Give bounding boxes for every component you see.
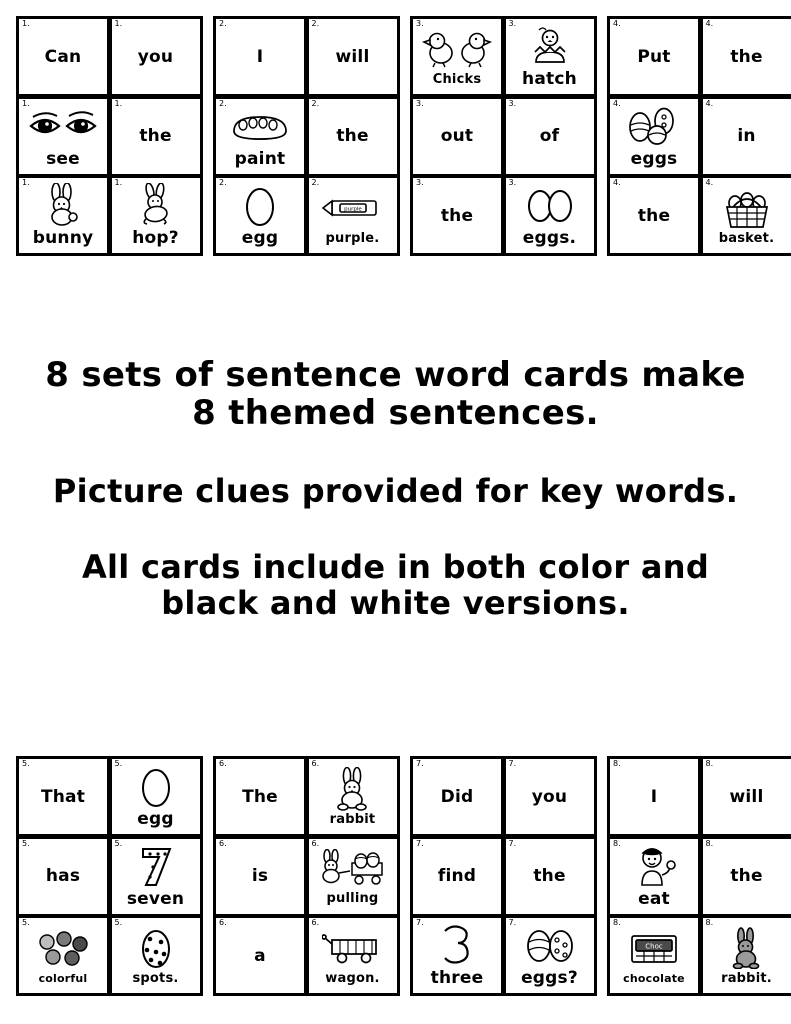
card-word: will [729, 786, 764, 807]
card-word: will [335, 46, 370, 67]
card-number: 6. [219, 918, 227, 927]
word-card[interactable] [213, 915, 307, 996]
card-number: 2. [219, 98, 227, 108]
card-word: colorful [38, 971, 88, 985]
card-word: paint [234, 148, 286, 169]
word-card[interactable] [503, 96, 597, 177]
card-number: 5. [114, 838, 123, 848]
word-card[interactable] [109, 175, 203, 256]
card-word: wagon. [325, 970, 380, 986]
card-word: Can [44, 46, 82, 67]
card-word: basket. [718, 230, 775, 246]
word-card[interactable] [503, 175, 597, 256]
card-number: 5. [114, 918, 123, 927]
card-column [607, 756, 700, 995]
card-number: 8. [613, 759, 621, 768]
card-column [503, 16, 596, 255]
card-word: out [440, 126, 474, 146]
card-number: 8. [705, 838, 714, 848]
card-word: I [650, 786, 658, 807]
card-number: 3. [508, 19, 517, 28]
word-card[interactable] [607, 96, 701, 177]
card-number: 8. [613, 918, 621, 927]
card-number: 1. [22, 98, 30, 108]
decorated-eggs-icon [610, 104, 698, 148]
word-card[interactable] [410, 175, 504, 256]
word-card[interactable] [16, 16, 110, 97]
svg-text:Choc: Choc [645, 942, 663, 950]
word-card[interactable] [213, 16, 307, 97]
card-column [213, 16, 306, 255]
word-card[interactable] [700, 836, 791, 917]
word-card[interactable] [109, 96, 203, 177]
card-column [410, 756, 503, 995]
rabbit-pulling-wagon-icon [309, 846, 397, 890]
word-card[interactable] [607, 756, 701, 837]
chicks-icon [413, 27, 501, 71]
card-number: 3. [416, 98, 424, 108]
headline-line-2: 8 themed sentences. [192, 393, 599, 434]
card-word: eggs [630, 148, 678, 169]
card-number: 6. [311, 918, 320, 927]
card-column [213, 756, 306, 995]
card-number: 4. [613, 98, 621, 108]
word-card[interactable] [503, 756, 597, 837]
paint-palette-icon [216, 104, 304, 148]
card-word: the [730, 866, 763, 886]
card-number: 1. [22, 19, 30, 28]
card-word: eggs. [522, 228, 577, 248]
card-number: 7. [416, 759, 424, 768]
card-column [109, 16, 202, 255]
card-word: hop? [132, 228, 179, 248]
card-word: find [437, 866, 477, 886]
card-word: seven [126, 888, 185, 909]
word-card[interactable] [410, 756, 504, 837]
card-set-5 [16, 756, 201, 995]
chocolate-rabbit-icon [703, 926, 791, 970]
word-card[interactable] [109, 756, 203, 837]
card-number: 8. [613, 838, 621, 848]
word-card[interactable] [410, 96, 504, 177]
word-card[interactable] [306, 96, 400, 177]
headline-line-5: black and white versions. [161, 584, 630, 623]
card-number: 5. [22, 838, 30, 848]
word-card[interactable] [213, 175, 307, 256]
word-card[interactable] [16, 175, 110, 256]
word-card[interactable] [16, 915, 110, 996]
word-card[interactable] [306, 915, 400, 996]
egg-outline-icon [112, 764, 200, 808]
top-card-block [16, 16, 791, 255]
card-number: 4. [705, 98, 714, 108]
headline-line-3: Picture clues provided for key words. [52, 471, 739, 510]
word-card[interactable] [503, 16, 597, 97]
card-number: 2. [311, 178, 320, 187]
word-card[interactable] [306, 16, 400, 97]
card-word: is [251, 866, 269, 886]
card-number: 8. [705, 759, 714, 768]
card-word: The [242, 786, 278, 807]
word-card[interactable] [16, 836, 110, 917]
card-word: in [737, 126, 756, 146]
card-number: 2. [311, 98, 320, 108]
word-card[interactable] [213, 756, 307, 837]
card-word: egg [241, 228, 279, 248]
word-card[interactable] [213, 836, 307, 917]
card-column [306, 756, 399, 995]
chocolate-bar-icon [610, 927, 698, 971]
word-card[interactable] [109, 915, 203, 996]
egg-outline-icon [216, 183, 304, 227]
word-card[interactable] [700, 915, 791, 996]
card-column [700, 756, 791, 995]
card-word: the [440, 205, 474, 226]
card-column [607, 16, 700, 255]
card-word: the [139, 126, 172, 146]
card-number: 6. [311, 759, 320, 768]
hopping-bunny-icon [112, 183, 200, 227]
card-set-2 [213, 16, 398, 255]
word-card[interactable] [607, 16, 701, 97]
card-word: the [730, 46, 763, 67]
card-number: 3. [508, 178, 517, 187]
card-word: purple. [325, 230, 380, 246]
word-card[interactable] [109, 836, 203, 917]
color-dots-icon [19, 927, 107, 971]
card-number: 1. [114, 98, 123, 108]
card-column [700, 16, 791, 255]
card-column [410, 16, 503, 255]
card-word: you [137, 46, 174, 67]
card-number: 6. [219, 838, 227, 848]
card-set-4 [607, 16, 791, 255]
card-word: egg [137, 809, 174, 829]
headline-line-1: 8 sets of sentence word cards make [45, 355, 746, 395]
card-number: 5. [22, 918, 30, 927]
word-card[interactable] [700, 16, 791, 97]
number-seven-icon [112, 844, 200, 888]
word-card[interactable] [700, 756, 791, 837]
card-word: I [256, 46, 264, 67]
card-word: the [336, 126, 369, 146]
card-word: the [637, 205, 671, 226]
card-word: pulling [326, 891, 379, 906]
card-number: 3. [416, 19, 424, 28]
word-card[interactable] [503, 915, 597, 996]
card-word: spots. [132, 970, 179, 986]
card-set-6 [213, 756, 398, 995]
card-word: see [46, 148, 80, 169]
svg-text:purple: purple [343, 206, 362, 213]
card-number: 2. [219, 19, 227, 28]
card-number: 7. [416, 918, 424, 927]
card-word: Put [637, 46, 671, 67]
card-number: 4. [613, 19, 621, 28]
two-eggs-icon [506, 183, 594, 227]
card-word: rabbit. [721, 970, 772, 986]
word-card[interactable] [16, 96, 110, 177]
card-word: has [45, 866, 81, 886]
card-number: 1. [114, 178, 123, 187]
word-card[interactable] [503, 836, 597, 917]
card-word: you [531, 786, 568, 807]
card-number: 7. [508, 918, 517, 927]
word-card[interactable] [607, 915, 701, 996]
word-card[interactable] [410, 915, 504, 996]
word-card[interactable] [213, 96, 307, 177]
headline-line-4: All cards include in both color and [81, 547, 710, 586]
card-word: a [254, 945, 266, 966]
card-number: 4. [705, 19, 714, 28]
rabbit-icon [309, 767, 397, 811]
card-set-1 [16, 16, 201, 255]
card-number: 2. [219, 178, 227, 187]
card-set-3 [410, 16, 595, 255]
word-card[interactable] [700, 175, 791, 256]
spotted-egg-icon [112, 926, 200, 970]
word-card[interactable] [410, 16, 504, 97]
child-eating-icon [610, 844, 698, 888]
card-word: three [430, 968, 484, 988]
word-card[interactable] [109, 16, 203, 97]
eyes-icon [19, 104, 107, 148]
word-card[interactable] [607, 175, 701, 256]
card-number: 7. [508, 838, 517, 848]
card-word: eggs? [521, 968, 578, 988]
card-number: 1. [114, 19, 123, 28]
card-word: Did [440, 786, 474, 807]
word-card[interactable] [410, 836, 504, 917]
card-column [503, 756, 596, 995]
card-number: 7. [416, 838, 424, 848]
word-card[interactable] [306, 175, 400, 256]
card-number: 8. [705, 918, 714, 927]
word-card[interactable] [306, 836, 400, 917]
card-number: 1. [22, 178, 30, 187]
card-word: rabbit [329, 811, 376, 827]
card-word: That [40, 786, 86, 807]
card-number: 5. [114, 759, 123, 768]
bottom-card-block [16, 756, 791, 995]
crayon-icon [309, 186, 397, 230]
hatching-egg-icon [506, 24, 594, 68]
number-three-icon [413, 923, 501, 967]
card-number: 3. [416, 178, 424, 187]
card-word: hatch [522, 69, 577, 89]
card-number: 4. [705, 178, 714, 187]
card-word: Chicks [432, 71, 482, 87]
card-column [16, 16, 109, 255]
wagon-icon [309, 926, 397, 970]
word-card[interactable] [607, 836, 701, 917]
easter-basket-icon [703, 186, 791, 230]
bunny-icon [19, 183, 107, 227]
card-word: eat [638, 888, 670, 909]
word-card[interactable] [16, 756, 110, 837]
card-set-7 [410, 756, 595, 995]
card-column [109, 756, 202, 995]
card-number: 4. [613, 178, 621, 187]
description-text-block [0, 356, 791, 621]
card-word: chocolate [623, 971, 685, 985]
card-set-8 [607, 756, 791, 995]
card-column [306, 16, 399, 255]
card-number: 5. [22, 759, 30, 768]
card-number: 6. [219, 759, 227, 768]
card-number: 2. [311, 19, 320, 28]
card-word: of [539, 126, 560, 146]
two-decorated-eggs-icon [506, 923, 594, 967]
word-card[interactable] [306, 756, 400, 837]
card-word: the [533, 866, 566, 886]
card-number: 7. [508, 759, 517, 768]
card-number: 6. [311, 838, 320, 848]
card-number: 3. [508, 98, 517, 108]
card-word: bunny [32, 228, 94, 248]
card-column [16, 756, 109, 995]
word-card[interactable] [700, 96, 791, 177]
